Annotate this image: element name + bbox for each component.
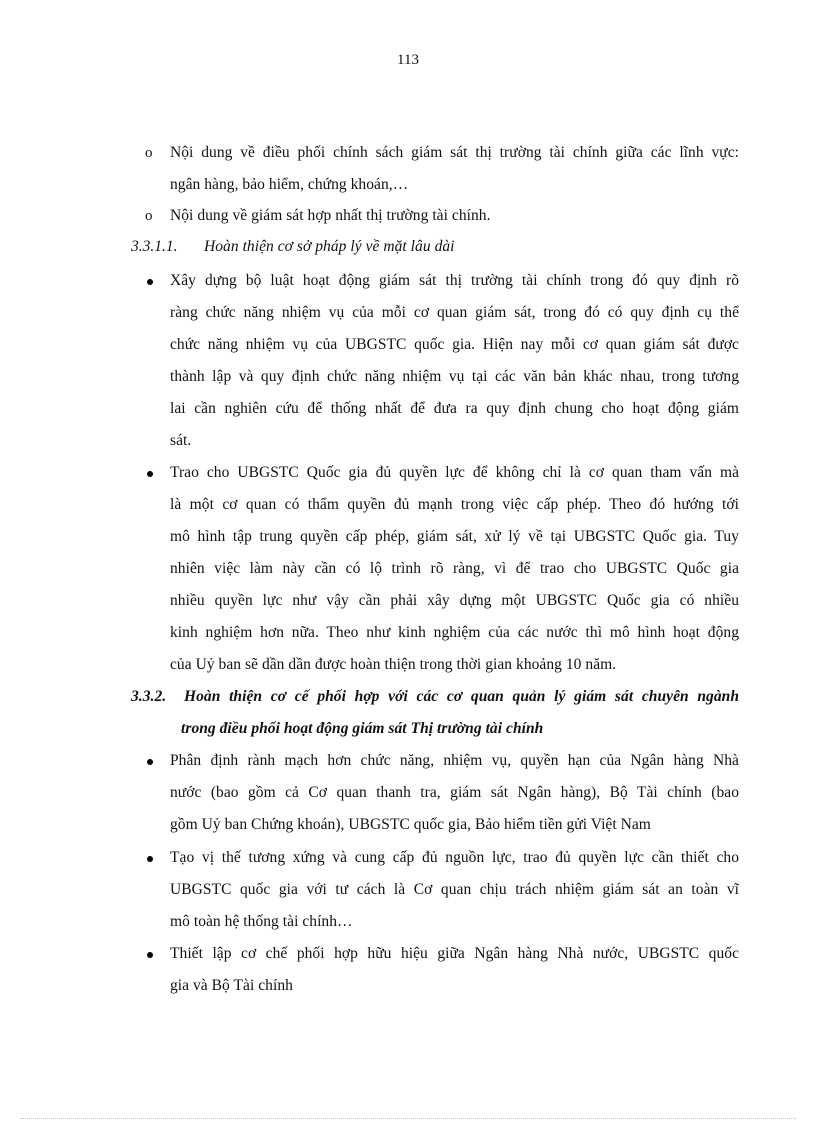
bullet-icon <box>147 952 153 958</box>
bullet-icon <box>147 471 153 477</box>
bullet-icon <box>147 759 153 765</box>
text-line: của Uỷ ban sẽ dần dần được hoàn thiện trong thời gian khoảng 10 năm. <box>170 656 617 673</box>
text-line: Thiết lập cơ chế phối hợp hữu hiệu giữa Ngân hàng Nhà nước, UBGSTC quốc <box>170 945 739 962</box>
circle-bullet-icon: o <box>145 145 153 161</box>
text-line: gia và Bộ Tài chính <box>170 977 293 994</box>
text-line: UBGSTC quốc gia với tư cách là Cơ quan chịu trách nhiệm giám sát an toàn vĩ <box>170 881 739 898</box>
section-number: 3.3.2. <box>131 688 167 705</box>
section-title-line: Hoàn thiện cơ cế phối hợp với các cơ quan quản lý giám sát chuyên ngành <box>184 688 739 705</box>
section-title-line: trong điều phối hoạt động giám sát Thị trường tài chính <box>181 720 544 737</box>
section-number: 3.3.1.1. <box>131 238 178 255</box>
text-line: Tạo vị thế tương xứng và cung cấp đủ nguồn lực, trao đủ quyền lực cần thiết cho <box>170 849 739 866</box>
text-line: lai cần nghiên cứu để thống nhất để đưa ra quy định chung cho hoạt động giám <box>170 400 739 417</box>
text-line: chức năng nhiệm vụ của UBGSTC quốc gia. Hiện nay mỗi cơ quan giám sát được <box>170 336 739 353</box>
text-line: Xây dựng bộ luật hoạt động giám sát thị trường tài chính trong đó quy định rõ <box>170 272 739 289</box>
bullet-icon <box>147 279 153 285</box>
text-line: gồm Uỷ ban Chứng khoán), UBGSTC quốc gia, Bảo hiểm tiền gửi Việt Nam <box>170 816 651 833</box>
text-line: là một cơ quan có thẩm quyền đủ mạnh trong việc cấp phép. Theo đó hướng tới <box>170 496 739 513</box>
text-line: sát. <box>170 432 192 449</box>
text-line: Trao cho UBGSTC Quốc gia đủ quyền lực để không chỉ là cơ quan tham vấn mà <box>170 464 739 481</box>
text-line: nhiều quyền lực như vậy cần phải xây dựng một UBGSTC Quốc gia có nhiều <box>170 592 739 609</box>
page-number: 113 <box>397 52 419 68</box>
text-line: nhiên việc làm này cần có lộ trình rõ ràng, vì để trao cho UBGSTC Quốc gia <box>170 560 739 577</box>
text-line: nước (bao gồm cả Cơ quan thanh tra, giám sát Ngân hàng), Bộ Tài chính (bao <box>170 784 739 801</box>
text-line: mô hình tập trung quyền cấp phép, giám sát, xử lý về tại UBGSTC Quốc gia. Tuy <box>170 528 739 545</box>
text-line: Nội dung về giám sát hợp nhất thị trường tài chính. <box>170 207 491 224</box>
page-bottom-divider <box>20 1118 796 1119</box>
text-line: kinh nghiệm hơn nữa. Theo như kinh nghiệm của các nước thì mô hình hoạt động <box>170 624 739 641</box>
text-line: ràng chức năng nhiệm vụ của mỗi cơ quan giám sát, trong đó có quy định cụ thể <box>170 304 739 321</box>
text-line: ngân hàng, bảo hiểm, chứng khoán,… <box>170 176 409 193</box>
text-line: mô toàn hệ thống tài chính… <box>170 913 353 930</box>
text-line: Nội dung về điều phối chính sách giám sát thị trường tài chính giữa các lĩnh vực: <box>170 144 739 161</box>
section-title: Hoàn thiện cơ sở pháp lý về mặt lâu dài <box>204 238 455 255</box>
text-line: thành lập và quy định chức năng nhiệm vụ tại các văn bản khác nhau, trong tương <box>170 368 739 385</box>
circle-bullet-icon: o <box>145 208 153 224</box>
bullet-icon <box>147 856 153 862</box>
text-line: Phân định rành mạch hơn chức năng, nhiệm vụ, quyền hạn của Ngân hàng Nhà <box>170 752 739 769</box>
